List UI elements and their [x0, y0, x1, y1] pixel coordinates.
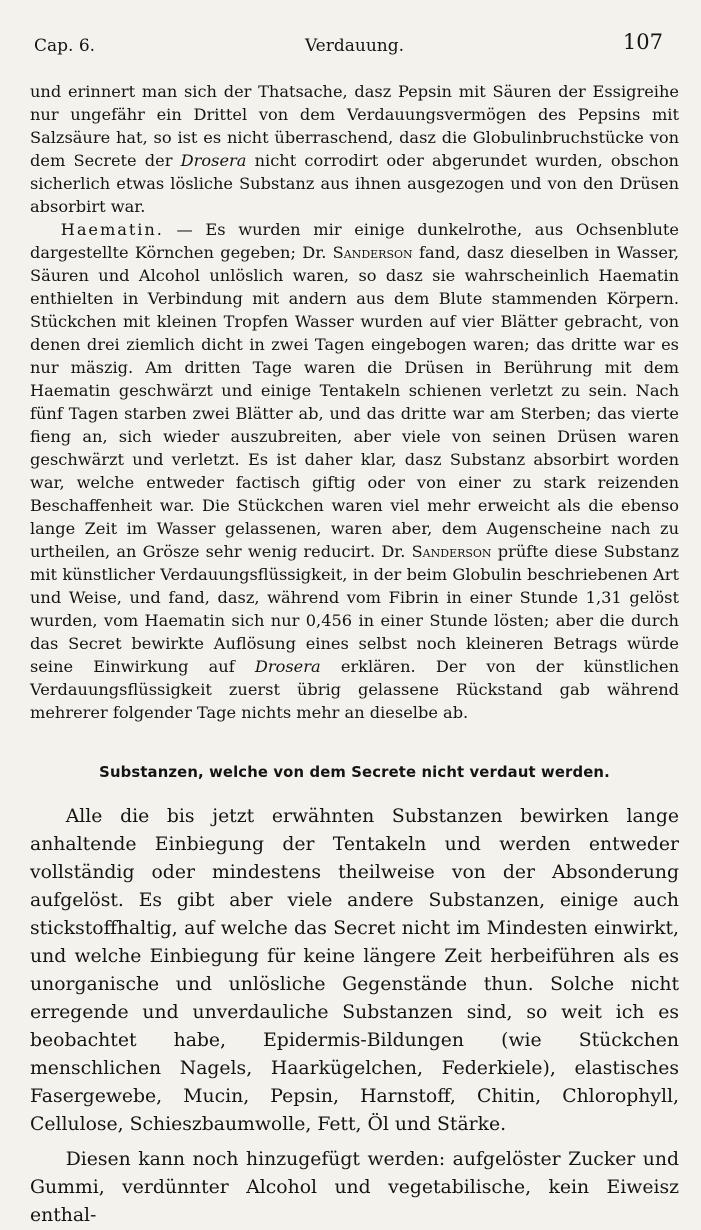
- author-name: Sanderson: [332, 243, 413, 262]
- chapter-label: Cap. 6.: [34, 36, 96, 56]
- run-in-heading-haematin: Haematin.: [60, 220, 164, 239]
- page-number: 107: [622, 30, 663, 54]
- small-print-section: [30, 80, 679, 724]
- section-heading: Substanzen, welche von dem Secrete nicht verdaut werden.: [99, 764, 610, 781]
- paragraph-haematin: Haematin. — Es wurden mir einige dunkelrothe, aus Ochsenblute dargestellte Körnchen gegeben; Dr. Sanderson fand, dasz dieselben in Wasser, Säuren und Alcohol unlöslich waren, so dasz sie wahrscheinlich Haematin enthielten in Verbindung mit andern aus dem Blute stammenden Körpern. Stückchen mit kleinen Tropfen Wasser wurden auf vier Blätter gebracht, von denen drei ziemlich dicht in zwei Tagen eingebogen waren; das dritte war es nur mäszig. Am dritten Tage waren die Drüsen in Berührung mit dem Haematin geschwärzt und einige Tentakeln schienen verletzt zu sein. Nach fünf Tagen starben zwei Blätter ab, und das dritte war am Sterben; das vierte fieng an, sich wieder auszubreiten, aber viele von seinen Drüsen waren geschwärzt und verletzt. Es ist daher klar, dasz Substanz absorbirt worden war, welche entweder factisch giftig oder von einer zu stark reizenden Beschaffenheit war. Die Stückchen waren viel mehr erweicht als die ebenso lange Zeit im Wasser gelassenen, waren aber, dem Augenscheine nach zu urtheilen, an Grösze sehr wenig reducirt. Dr. Sanderson prüfte diese Substanz mit künstlicher Verdauungsflüssigkeit, in der beim Globulin beschriebenen Art und Weise, und fand, dasz, während vom Fibrin in einer Stunde 1,31 gelöst wurden, vom Haematin sich nur 0,456 in einer Stunde lösten; aber die durch das Secret bewirkte Auflösung eines selbst noch kleineren Betrags würde seine Einwirkung auf Drosera erklären. Der von der künstlichen Verdauungsflüssigkeit zuerst übrig gelassene Rückstand gab während mehrerer folgender Tage nichts mehr an dieselbe ab.: [30, 220, 680, 722]
- author-name: Sanderson: [411, 542, 492, 561]
- running-title: Verdauung.: [304, 36, 405, 56]
- running-head: [30, 30, 679, 56]
- genus-name: Drosera: [180, 151, 247, 170]
- large-print-section: [30, 803, 679, 1230]
- paragraph-additions: Diesen kann noch hinzugefügt werden: aufgelöster Zucker und Gummi, verdünnter Alcohol und vegetabilische, kein Eiweisz enthal-: [30, 1149, 679, 1226]
- genus-name: Drosera: [254, 657, 321, 676]
- paragraph-indigestible-substances: Alle die bis jetzt erwähnten Substanzen bewirken lange anhaltende Einbiegung der Tentakeln und werden entweder vollständig oder mindestens theilweise von der Absonderung aufgelöst. Es gibt aber viele andere Substanzen, einige auch stickstoffhaltig, auf welche das Secret nicht im Mindesten einwirkt, und welche Einbiegung für keine längere Zeit herbeiführen als es unorganische und unlösliche Gegenstände thun. Solche nicht erregende und unverdauliche Substanzen sind, so weit ich es beobachtet habe, Epidermis-Bildungen (wie Stückchen menschlichen Nagels, Haarkügelchen, Federkiele), elastisches Fasergewebe, Mucin, Pepsin, Harnstoff, Chitin, Chlorophyll, Cellulose, Schieszbaumwolle, Fett, Öl und Stärke.: [30, 806, 679, 1135]
- paragraph-globulin-continued: und erinnert man sich der Thatsache, dasz Pepsin mit Säuren der Essigreihe nur ungefähr ein Drittel von dem Verdauungsvermögen des Pepsins mit Salzsäure hat, so ist es nicht überraschend, dasz die Globulinbruchstücke von dem Secrete der Drosera nicht corrodirt oder abgerundet wurden, obschon sicherlich etwas lösliche Substanz aus ihnen ausgezogen und von den Drüsen absorbirt war.: [30, 82, 679, 216]
